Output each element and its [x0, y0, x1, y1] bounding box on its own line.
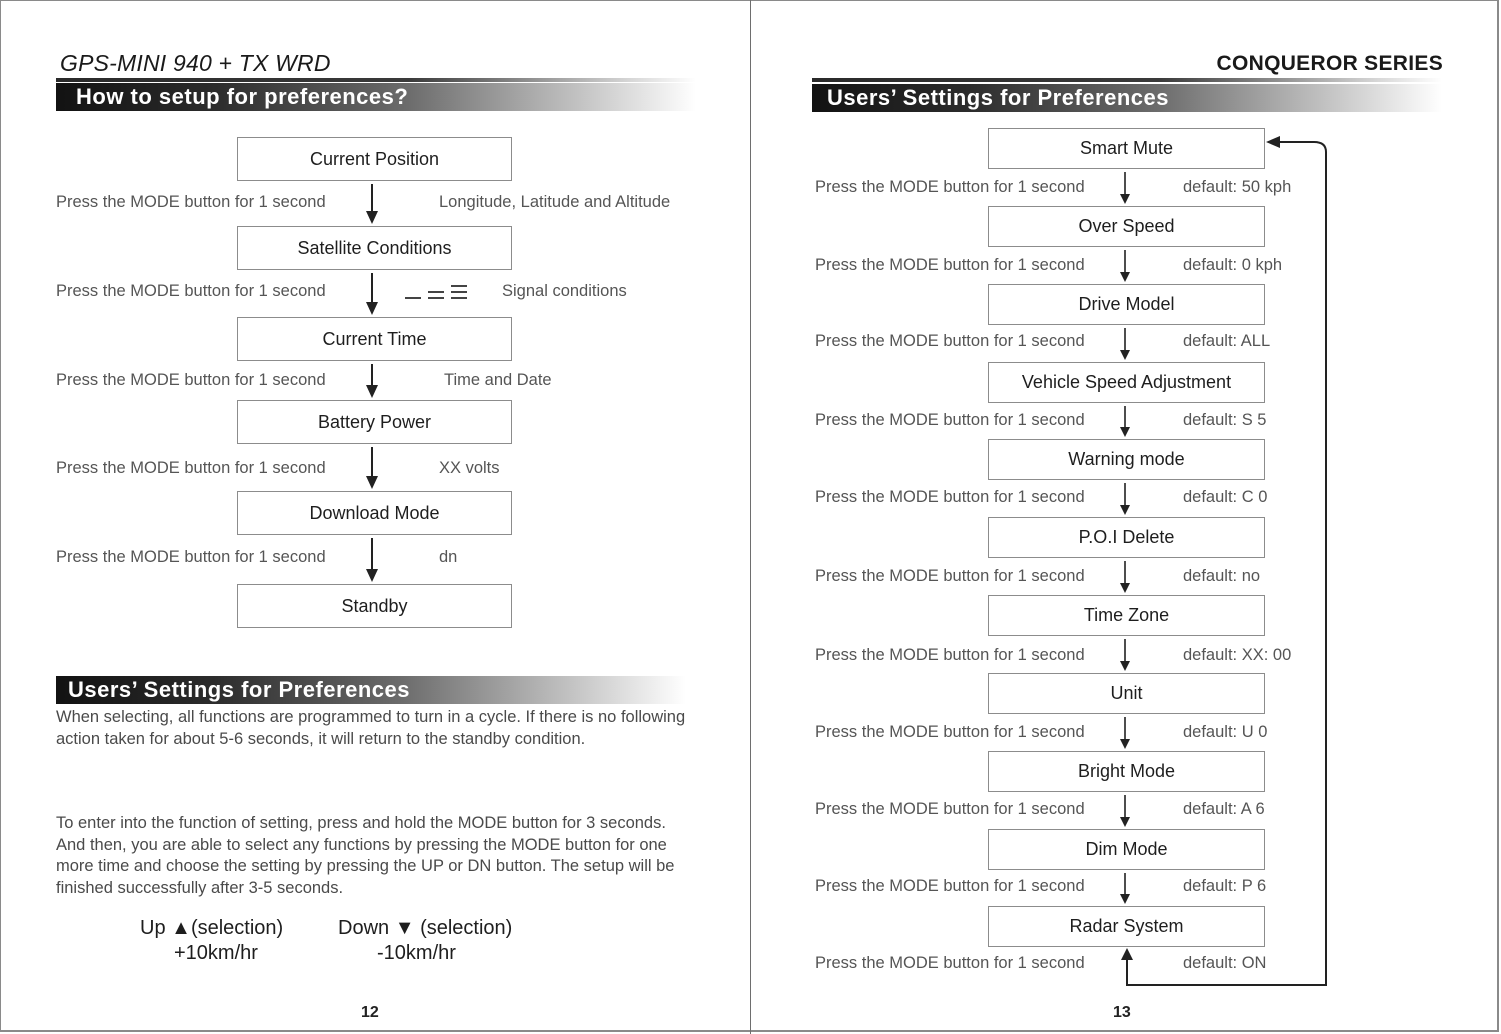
loop-back-arrow — [751, 0, 1501, 1034]
press-mode-instruction: Press the MODE button for 1 second — [815, 723, 1085, 741]
press-mode-instruction: Press the MODE button for 1 second — [56, 193, 326, 211]
flow-step-box: Current Position — [237, 137, 512, 181]
default-value: default: S 5 — [1183, 411, 1267, 429]
flow-step-box: Current Time — [237, 317, 512, 361]
down-arrow-icon — [362, 447, 382, 489]
section-title: How to setup for preferences? — [76, 84, 409, 109]
setting-step-box: Over Speed — [988, 206, 1265, 247]
default-value: default: U 0 — [1183, 723, 1268, 741]
cycle-paragraph: When selecting, all functions are programmed to turn in a cycle. If there is no following action taken for about 5-6 seconds, it will return to the standby condition. — [56, 708, 686, 748]
setting-instructions-paragraph: To enter into the function of setting, press and hold the MODE button for 3 seconds. And then, you are able to select any functions by pressing the MODE button for one more time and choose the setting by pressing the UP or DN button. The setup will be finished successfully after 3-5 seconds. — [56, 814, 675, 897]
up-value: +10km/hr — [174, 942, 258, 964]
flow-step-box: Download Mode — [237, 491, 512, 535]
default-value: default: P 6 — [1183, 877, 1267, 895]
press-mode-instruction: Press the MODE button for 1 second — [815, 411, 1085, 429]
setting-step-box: Vehicle Speed Adjustment — [988, 362, 1265, 403]
series-title: CONQUEROR SERIES — [1216, 52, 1443, 75]
press-mode-instruction: Press the MODE button for 1 second — [815, 567, 1085, 585]
default-value: default: XX: 00 — [1183, 646, 1292, 664]
down-arrow-icon — [362, 364, 382, 398]
default-value: default: C 0 — [1183, 488, 1268, 506]
press-mode-instruction: Press the MODE button for 1 second — [815, 488, 1085, 506]
default-value: default: ALL — [1183, 332, 1271, 350]
down-arrow-icon — [362, 184, 382, 224]
down-value: -10km/hr — [377, 942, 456, 964]
page-left — [0, 0, 750, 1034]
press-mode-instruction: Press the MODE button for 1 second — [815, 178, 1085, 196]
section-header-users-settings — [56, 676, 686, 704]
setting-step-box: Unit — [988, 673, 1265, 714]
down-triangle-icon: ▼ — [394, 917, 415, 939]
setting-step-box: Smart Mute — [988, 128, 1265, 169]
press-mode-instruction: Press the MODE button for 1 second — [815, 877, 1085, 895]
press-mode-instruction: Press the MODE button for 1 second — [815, 954, 1085, 972]
press-mode-instruction: Press the MODE button for 1 second — [815, 256, 1085, 274]
press-mode-instruction: Press the MODE button for 1 second — [56, 371, 326, 389]
press-mode-instruction: Press the MODE button for 1 second — [815, 800, 1085, 818]
default-value: default: A 6 — [1183, 800, 1265, 818]
flow-step-box: Standby — [237, 584, 512, 628]
press-mode-instruction: Press the MODE button for 1 second — [815, 332, 1085, 350]
header-rule — [56, 78, 696, 82]
default-value: default: 50 kph — [1183, 178, 1292, 196]
section-header-setup — [56, 83, 696, 111]
section-title: Users’ Settings for Preferences — [68, 677, 410, 702]
page-number: 13 — [1113, 1004, 1131, 1021]
flow-step-note: Time and Date — [444, 371, 552, 389]
setting-step-box: Dim Mode — [988, 829, 1265, 870]
flow-step-note: Longitude, Latitude and Altitude — [439, 193, 671, 211]
setting-step-box: Drive Model — [988, 284, 1265, 325]
flow-step-box: Satellite Conditions — [237, 226, 512, 270]
flow-step-note: XX volts — [439, 459, 500, 477]
flow-step-note: dn — [439, 548, 458, 566]
flow-step-box: Battery Power — [237, 400, 512, 444]
page-number: 12 — [361, 1004, 379, 1021]
setting-step-box: P.O.I Delete — [988, 517, 1265, 558]
up-triangle-icon: ▲ — [171, 917, 191, 939]
press-mode-instruction: Press the MODE button for 1 second — [56, 459, 326, 477]
page-right — [751, 0, 1501, 1034]
down-arrow-icon — [362, 538, 382, 582]
setting-step-box: Time Zone — [988, 595, 1265, 636]
flow-step-note: Signal conditions — [502, 282, 627, 300]
down-arrow-icon — [362, 273, 382, 315]
setting-step-box: Radar System — [988, 906, 1265, 947]
section-title: Users’ Settings for Preferences — [827, 85, 1169, 110]
up-selection: Up ▲(selection) — [140, 917, 284, 939]
press-mode-instruction: Press the MODE button for 1 second — [56, 548, 326, 566]
setting-step-box: Warning mode — [988, 439, 1265, 480]
default-value: default: no — [1183, 567, 1261, 585]
press-mode-instruction: Press the MODE button for 1 second — [56, 282, 326, 300]
press-mode-instruction: Press the MODE button for 1 second — [815, 646, 1085, 664]
product-title: GPS-MINI 940 + TX WRD — [60, 50, 331, 76]
setting-step-box: Bright Mode — [988, 751, 1265, 792]
default-value: default: 0 kph — [1183, 256, 1283, 274]
signal-bars-icon — [403, 282, 469, 304]
down-selection: Down ▼ (selection) — [338, 917, 513, 939]
default-value: default: ON — [1183, 954, 1267, 972]
